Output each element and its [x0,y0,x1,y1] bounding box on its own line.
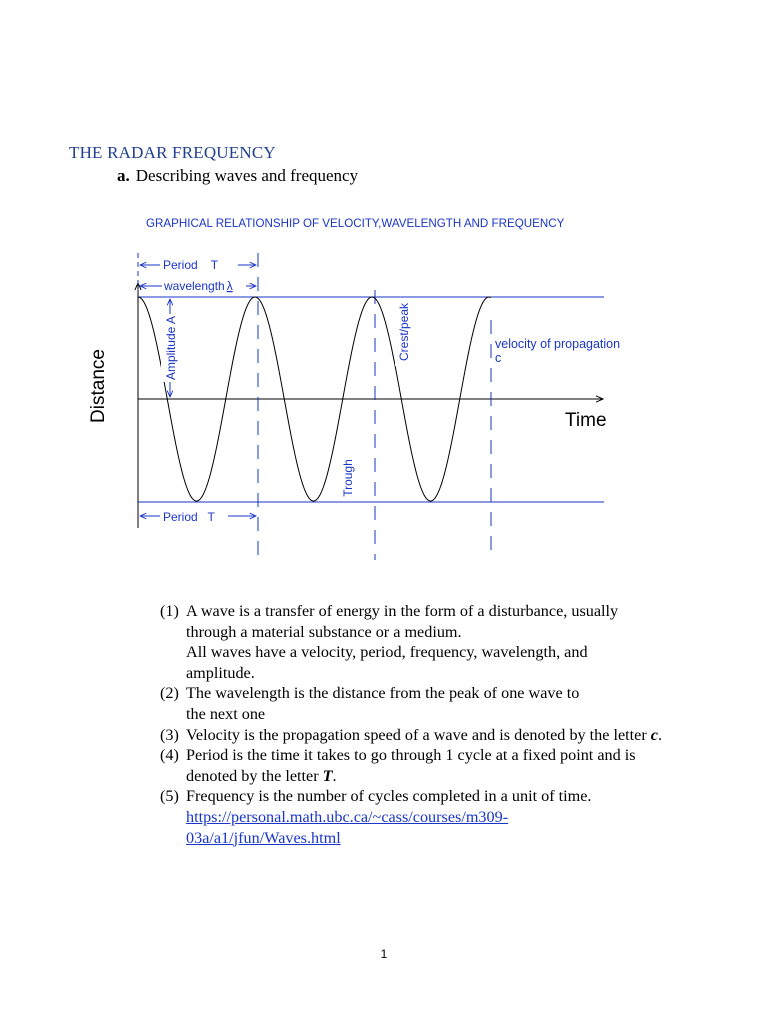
list-line: through a material substance or a medium. [186,622,462,641]
list-line: The wavelength is the distance from the peak of one wave to [186,684,580,703]
list-line: All waves have a velocity, period, frequency, wavelength, and [186,643,588,662]
list-number: (5) [160,787,179,806]
wavelength-label [163,279,233,293]
link-line-1: https://personal.math.ubc.ca/~cass/courses/m309- [186,807,509,826]
list-number: (4) [160,746,179,765]
period-top-label: Period T [163,258,219,272]
list-item-2 [160,683,680,724]
list-number: (2) [160,684,179,703]
lambda-symbol: λ [226,279,233,293]
list-text-end: . [332,766,337,785]
amplitude-label: Amplitude A [164,315,178,381]
velocity-label-line2: c [495,351,502,365]
list-line: A wave is a transfer of energy in the form of a disturbance, usually [186,602,619,620]
list-line: the next one [186,704,266,723]
trough-label: Trough [341,459,355,497]
list-number: (1) [160,602,179,620]
list-text: Period is the time it takes to go through 1 cycle at a fixed point and is denoted by the letter [186,746,636,785]
subsection-title: Describing waves and frequency [135,166,359,185]
list-line: amplitude. [186,663,255,682]
list-number: (3) [160,725,179,744]
list-item-5 [160,786,680,848]
section-title: THE RADAR FREQUENCY [69,143,276,162]
list-item-1 [160,601,680,683]
period-symbol: T [322,766,333,785]
list-text: Velocity is the propagation speed of a wave and is denoted by the letter [186,725,651,744]
wavelength-text: wavelength [164,279,225,293]
crest-label: Crest/peak [397,302,411,362]
list-item-3 [160,725,680,746]
figure-title: GRAPHICAL RELATIONSHIP OF VELOCITY,WAVELENGTH AND FREQUENCY [146,217,565,230]
period-bottom-label: Period T [163,510,215,524]
numbered-list [160,601,680,848]
y-axis-label: Distance [88,349,109,423]
list-text-end: . [657,725,663,744]
link-line-2: 03a/a1/jfun/Waves.html [186,828,341,847]
x-axis-label: Time [565,410,607,431]
reference-link[interactable] [186,808,508,847]
velocity-label-line1: velocity of propagation [495,337,621,351]
page-number: 1 [380,947,388,961]
subsection-marker: a. [117,166,130,185]
list-line: Frequency is the number of cycles completed in a unit of time. [186,787,592,806]
velocity-symbol: c [650,725,658,744]
list-item-4 [160,745,680,786]
